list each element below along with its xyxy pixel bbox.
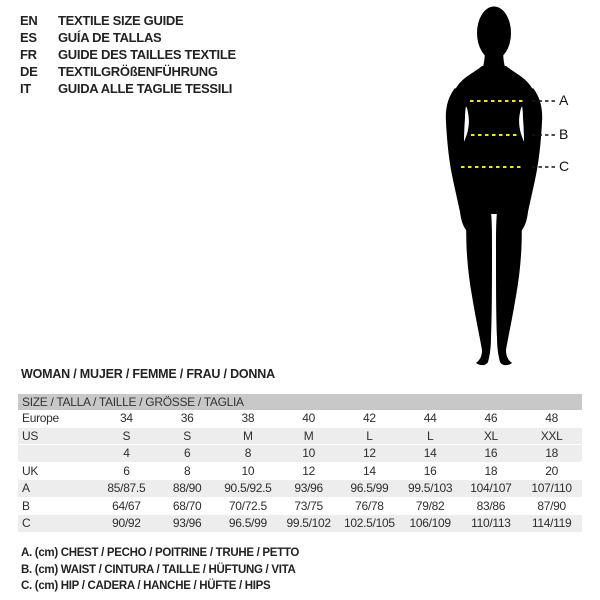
size-value-cell: 106/109 [409,516,451,530]
size-value-cell: 38 [241,411,255,425]
size-value-cell: 16 [484,446,498,460]
silhouette-torso [455,66,533,214]
size-value-cell: 93/96 [172,516,202,530]
silhouette-left-leg [466,208,492,365]
size-value-cell: 46 [484,411,498,425]
language-list [20,12,236,97]
size-value-cell: 93/96 [294,481,323,495]
size-value-cell: 44 [423,411,437,425]
size-value-cell: 90.5/92.5 [224,481,272,495]
size-value-cell: 42 [363,411,376,425]
size-value-cell: 48 [545,411,558,425]
size-value-cell: 14 [363,463,376,478]
table-row [18,480,582,498]
table-row [18,498,582,516]
language-code: DE [20,64,38,79]
size-value-cell: 73/75 [294,498,323,513]
marker-label-c: C [559,158,570,174]
size-value-cell: 10 [241,463,255,478]
language-row [20,63,236,80]
size-value-cell: L [426,428,434,443]
size-value-cell: 85/87.5 [107,481,146,495]
size-value-cell: 102.5/105 [344,516,395,530]
table-row [18,410,582,428]
size-value-cell: 6 [183,446,191,460]
size-value-cell: 36 [180,411,194,425]
size-value-cell: S [122,428,131,443]
size-value-cell: 8 [244,446,252,460]
size-value-cell: 104/107 [470,481,512,495]
language-row [20,12,236,29]
size-value-cell: M [243,428,253,443]
size-value-cell: 110/113 [471,516,511,530]
size-value-cell: 114/119 [531,516,572,530]
language-row [20,29,236,46]
size-value-cell: 99.5/103 [407,481,453,495]
size-value-cell: 90/92 [112,516,141,530]
language-code: IT [20,81,31,96]
size-value-cell: 20 [545,463,558,478]
size-value-cell: M [303,428,314,443]
language-row [20,80,236,97]
table-body [18,410,582,533]
language-row [20,46,236,63]
size-value-cell: L [366,428,373,443]
size-value-cell: 10 [302,446,315,460]
measurement-legend [21,545,299,595]
size-value-cell: 76/78 [355,498,384,513]
size-value-cell: 12 [302,463,315,478]
size-value-cell: 79/82 [415,498,445,513]
table-row [18,515,582,533]
size-table [18,394,582,533]
size-value-cell: 14 [423,446,437,460]
legend-line: A. (cm) CHEST / PECHO / POITRINE / TRUHE / PETTO [21,547,300,559]
size-value-cell: 18 [545,446,558,460]
figure-area [425,0,600,375]
row-label: B [22,498,30,513]
size-value-cell: 83/86 [476,498,506,513]
table-row [18,463,582,481]
table-row [18,428,582,446]
language-title: GUÍA DE TALLAS [58,30,162,45]
size-value-cell: 8 [183,463,191,478]
row-label: C [22,516,31,530]
language-code: FR [20,47,37,62]
table-header: SIZE / TALLA / TAILLE / GRÖSSE / TAGLIA [18,394,582,410]
size-value-cell: 12 [363,446,376,460]
size-value-cell: 18 [484,463,498,478]
size-value-cell: 99.5/102 [286,516,331,530]
legend-line: C. (cm) HIP / CADERA / HANCHE / HÜFTE / HIPS [21,580,271,592]
size-value-cell: 70/72.5 [228,498,267,513]
language-code: EN [20,13,38,28]
language-title: TEXTILE SIZE GUIDE [58,13,184,28]
size-value-cell: 6 [123,463,130,478]
size-value-cell: 96.5/99 [228,516,267,530]
marker-label-a: A [559,92,569,108]
row-label: Europe [22,411,59,425]
size-value-cell: 4 [123,446,130,460]
language-title: TEXTILGRÖßENFÜHRUNG [58,64,218,79]
size-value-cell: 107/110 [531,481,572,495]
size-value-cell: 87/90 [537,498,566,513]
marker-label-b: B [559,126,569,142]
size-value-cell: 68/70 [172,498,202,513]
row-label: A [22,481,30,495]
size-value-cell: S [183,428,191,443]
table-row [18,445,582,463]
language-title: GUIDE DES TAILLES TEXTILE [58,47,236,62]
size-value-cell: 96.5/99 [350,481,389,495]
silhouette-right-leg [496,208,522,365]
size-value-cell: 34 [120,411,133,425]
woman-silhouette [425,0,600,375]
row-label: UK [22,463,39,478]
size-value-cell: 88/90 [172,481,202,495]
size-value-cell: XL [483,428,498,443]
language-code: ES [20,30,37,45]
language-title: GUIDA ALLE TAGLIE TESSILI [58,81,233,96]
size-value-cell: 16 [423,463,437,478]
legend-line: B. (cm) WAIST / CINTURA / TAILLE / HÜFTUNG / VITA [21,563,296,576]
size-value-cell: 40 [302,411,315,425]
row-label: US [22,428,39,443]
size-value-cell: XXL [540,428,563,443]
table-title: WOMAN / MUJER / FEMME / FRAU / DONNA [21,367,275,381]
size-value-cell: 64/67 [112,498,141,513]
